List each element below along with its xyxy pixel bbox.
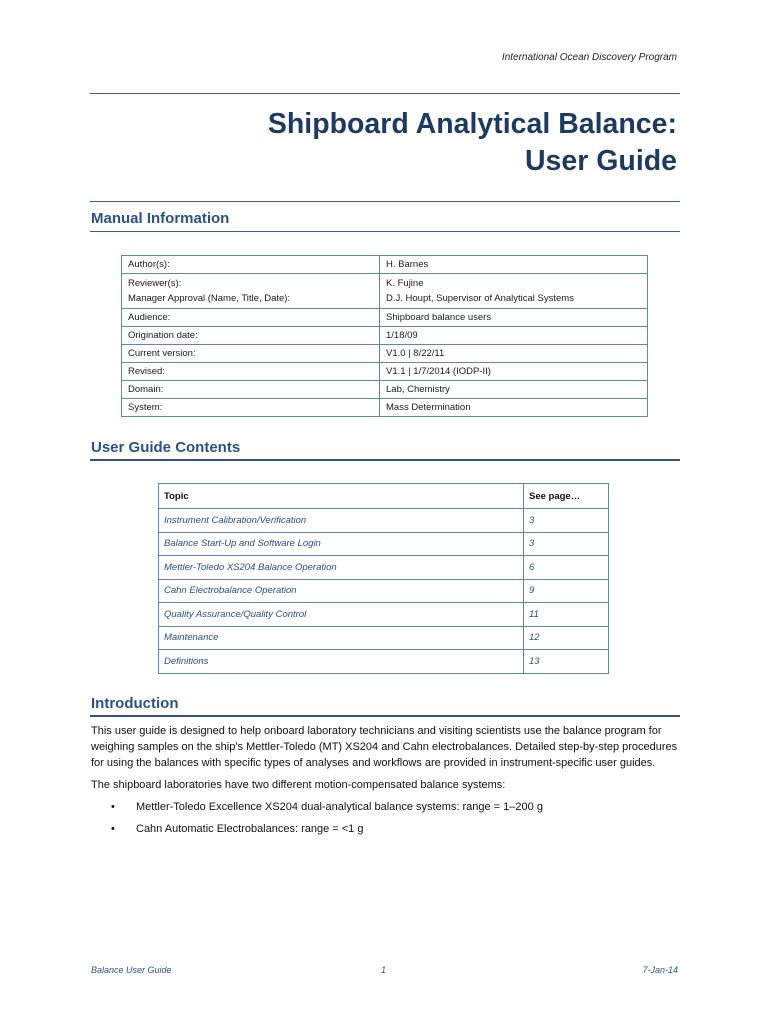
list-item <box>91 821 681 837</box>
table-row[interactable] <box>159 603 609 627</box>
table-row <box>122 327 648 345</box>
contents-heading: User Guide Contents <box>91 439 241 456</box>
info-label-reviewer: Reviewer(s): <box>128 278 182 289</box>
footer-document-name: Balance User Guide <box>91 965 172 975</box>
info-label-origination-date: Origination date: <box>122 327 380 345</box>
contents-table <box>158 483 609 674</box>
document-title-line1: Shipboard Analytical Balance: <box>267 108 677 140</box>
info-label-reviewer-cell <box>122 274 380 309</box>
table-row[interactable] <box>159 579 609 603</box>
info-label-audience: Audience: <box>122 309 380 327</box>
manual-info-top-rule <box>90 201 680 202</box>
balance-systems-list <box>91 799 681 837</box>
contents-topic-link[interactable]: Mettler-Toledo XS204 Balance Operation <box>159 556 524 580</box>
introduction-paragraph-2: The shipboard laboratories have two different motion-compensated balance systems: <box>91 779 506 791</box>
contents-col-topic: Topic <box>159 484 524 509</box>
table-row[interactable] <box>159 556 609 580</box>
manual-info-table <box>121 255 648 417</box>
table-header-row <box>159 484 609 509</box>
list-item-text: Mettler-Toledo Excellence XS204 dual-analytical balance systems: range = 1–200 g <box>136 801 543 813</box>
info-value-domain: Lab, Chemistry <box>380 381 648 399</box>
contents-col-page: See page… <box>524 484 609 509</box>
manual-info-bottom-rule <box>90 231 680 232</box>
table-row[interactable] <box>159 532 609 556</box>
document-title-line2: User Guide <box>524 145 677 177</box>
table-row[interactable] <box>159 650 609 674</box>
introduction-heading-rule <box>90 715 680 717</box>
manual-info-heading: Manual Information <box>91 210 230 227</box>
table-row <box>122 345 648 363</box>
header-rule <box>90 93 680 94</box>
table-row <box>122 274 648 309</box>
info-label-revised: Revised: <box>122 363 380 381</box>
table-row[interactable] <box>159 626 609 650</box>
introduction-body <box>91 723 681 843</box>
list-item-text: Cahn Automatic Electrobalances: range = <1 g <box>136 823 364 835</box>
info-value-manager-approval: D.J. Houpt, Supervisor of Analytical Systems <box>386 293 574 304</box>
contents-page-number: 3 <box>524 532 609 556</box>
bullet-icon: • <box>111 823 115 835</box>
contents-page-number: 12 <box>524 626 609 650</box>
info-value-audience: Shipboard balance users <box>380 309 648 327</box>
contents-topic-link[interactable]: Maintenance <box>159 626 524 650</box>
info-value-current-version: V1.0 | 8/22/11 <box>380 345 648 363</box>
info-label-manager-approval: Manager Approval (Name, Title, Date): <box>128 293 291 304</box>
info-value-reviewer: K. Fujine <box>386 278 424 289</box>
info-value-origination-date: 1/18/09 <box>380 327 648 345</box>
footer-page-number: 1 <box>381 965 387 975</box>
contents-page-number: 9 <box>524 579 609 603</box>
table-row <box>122 363 648 381</box>
contents-page-number: 3 <box>524 509 609 533</box>
contents-topic-link[interactable]: Definitions <box>159 650 524 674</box>
contents-topic-link[interactable]: Quality Assurance/Quality Control <box>159 603 524 627</box>
table-row <box>122 309 648 327</box>
contents-topic-link[interactable]: Instrument Calibration/Verification <box>159 509 524 533</box>
info-label-author: Author(s): <box>122 256 380 274</box>
table-row[interactable] <box>159 509 609 533</box>
info-value-system: Mass Determination <box>380 399 648 417</box>
table-row <box>122 381 648 399</box>
contents-topic-link[interactable]: Balance Start-Up and Software Login <box>159 532 524 556</box>
contents-page-number: 11 <box>524 603 609 627</box>
header-organization: International Ocean Discovery Program <box>501 52 677 63</box>
info-value-author: H. Barnes <box>380 256 648 274</box>
table-row <box>122 256 648 274</box>
contents-topic-link[interactable]: Cahn Electrobalance Operation <box>159 579 524 603</box>
footer-date: 7-Jan-14 <box>642 965 678 975</box>
document-title <box>117 106 677 180</box>
list-item <box>91 799 681 815</box>
introduction-heading: Introduction <box>91 695 179 712</box>
contents-page-number: 6 <box>524 556 609 580</box>
introduction-paragraph-1: This user guide is designed to help onboard laboratory technicians and visiting scientists use the balance program for weighing samples on the ship’s Mettler-Toledo (MT) XS204 and Cahn electrobalances. Detailed step-by-step procedures for using the balances with specific types of analyses and workflows are provided in instrument-specific user guides. <box>91 725 678 769</box>
info-value-reviewer-cell <box>380 274 648 309</box>
info-label-system: System: <box>122 399 380 417</box>
info-label-current-version: Current version: <box>122 345 380 363</box>
bullet-icon: • <box>111 801 115 813</box>
table-row <box>122 399 648 417</box>
contents-heading-rule <box>90 459 680 461</box>
contents-page-number: 13 <box>524 650 609 674</box>
info-value-revised: V1.1 | 1/7/2014 (IODP-II) <box>380 363 648 381</box>
info-label-domain: Domain: <box>122 381 380 399</box>
